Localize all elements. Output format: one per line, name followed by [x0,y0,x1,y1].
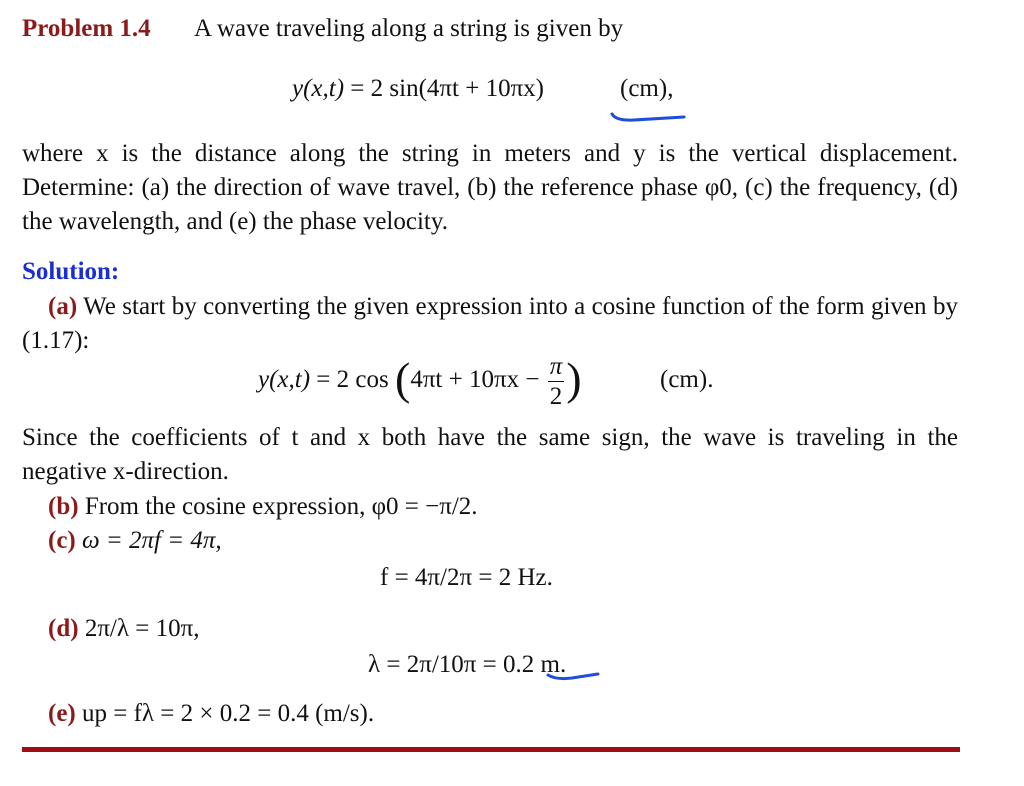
problem-label: Problem 1.4 [22,15,151,42]
part-c-eq2: f = 4π/2π = 2 Hz. [380,564,553,591]
part-b-text: From the cosine expression, φ0 = −π/2. [84,493,478,520]
part-d-label: (d) [48,615,79,642]
part-d-eq1: 2π/λ = 10π, [84,615,200,642]
right-paren: ) [566,353,582,405]
underline-cm-annotation [612,114,684,120]
left-paren: ( [394,353,411,405]
cosine-equation-inner: 4πt + 10πx − [410,366,540,393]
given-equation-rhs: = 2 sin(4πt + 10πx) [350,75,545,102]
given-equation-lhs: y(x,t) [292,75,345,102]
problem-intro: A wave traveling along a string is given by [194,15,624,42]
part-c-label: (c) [48,527,76,554]
part-d-eq2-value: 0.2 m. [503,651,567,678]
part-a-label: (a) [48,293,78,320]
cosine-equation-lhs: y(x,t) [258,366,311,393]
part-d-eq2-pre: λ = 2π/10π = [368,651,497,678]
part-e-eq: up = fλ = 2 × 0.2 = 0.4 (m/s). [82,700,375,727]
cosine-equation-mid: = 2 cos [316,366,389,393]
part-c-eq1: ω = 2πf = 4π, [82,527,222,554]
underline-wavelength-annotation [548,674,598,679]
solution-heading: Solution: [22,258,120,285]
fraction-denominator: 2 [548,381,565,409]
given-equation-unit: (cm), [620,75,674,102]
part-a-body: We start by converting the given expression into a cosine function of the form given by (1.17): [22,293,958,354]
cosine-equation-unit: (cm). [660,366,714,393]
part-b-label: (b) [48,493,79,520]
part-a-conclusion: Since the coefficients of t and x both have the same sign, the wave is traveling in the negative x-direction. [22,424,958,485]
part-e-label: (e) [48,700,76,727]
fraction-numerator: π [549,352,563,380]
problem-paragraph: where x is the distance along the string in meters and y is the vertical displacement. Determine: (a) the direction of wave travel, (b) the reference phase φ0, (c) the frequency, (d) the wavelength, and (e) the phase velocity. [22,140,958,235]
